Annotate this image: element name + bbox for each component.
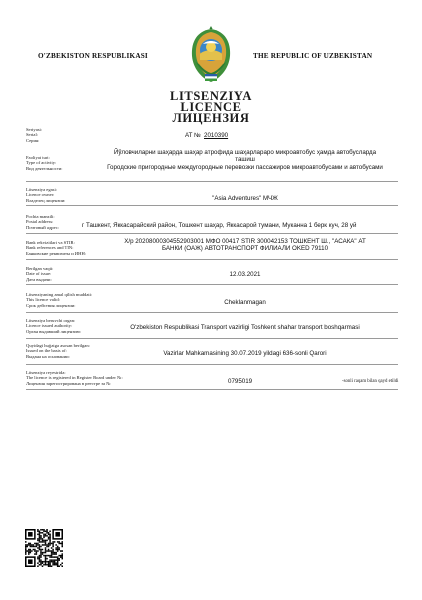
address-labels: Pochta manzili: Postal address: Почтовый адрес: xyxy=(26,214,60,230)
qr-code-icon xyxy=(25,529,63,567)
header-left: O'ZBEKISTON RESPUBLIKASI xyxy=(38,52,148,60)
basis-value: Vazirlar Mahkamasining 30.07.2019 yildagi 636-sonli Qarori xyxy=(163,350,327,357)
register-labels: Litsenziya reyestrida: The licence is registered in Register Board under №: Лицензия зарегистрирована в реестре за № xyxy=(26,370,123,386)
divider xyxy=(26,284,398,285)
serial-prefix: AT № xyxy=(185,132,201,139)
divider xyxy=(26,259,398,260)
licensee-value: "Asia Adventures" МЧЖ xyxy=(212,195,278,202)
state-emblem-icon xyxy=(186,24,236,86)
basis-labels: Quyidagi hujjatga asosan berilgan: Issued on the basis of: Выдана на основании: xyxy=(26,343,90,359)
divider xyxy=(26,312,398,313)
activity-labels: Faoliyat turi: Type of activity: Вид деятельности: xyxy=(26,155,63,171)
divider xyxy=(26,338,398,339)
serial-number: 2010390 xyxy=(204,132,229,139)
title-en: LICENCE xyxy=(180,100,242,114)
header-right: THE REPUBLIC OF UZBEKISTAN xyxy=(253,52,373,60)
address-value: г Ташкент, Яккасарайский район, Тошкент шаҳар, Яккасарой тумани, Муканна 1 берк куч, 28 уй xyxy=(82,222,357,229)
issue-date-labels: Berilgan vaqti: Date of issue: Дата выдачи: xyxy=(26,266,54,282)
divider xyxy=(26,181,398,182)
validity-labels: Litsenziyaning amal qilish muddati: This licence valid: Срок действия лицензии: xyxy=(26,292,93,308)
authority-value: O'zbekiston Respublikasi Transport vazirligi Toshkent shahar transport boshqarmasi xyxy=(130,324,360,331)
register-suffix: -sonli raqam bilan qayd etildi xyxy=(342,379,399,384)
validity-value: Cheklanmagan xyxy=(224,299,266,306)
divider xyxy=(26,205,398,206)
register-number: 0795019 xyxy=(228,378,253,385)
divider xyxy=(26,389,398,390)
bank-labels: Bank rekvizitlari va STIR: Bank references and TIN: Банковские реквизиты и ИНН: xyxy=(26,240,87,256)
bank-value: Х/р 20208000304552903001 МФО 00417 STIR 300042153 ТОШКЕНТ Ш., "АСАКА" АТ БАНКИ (ОАЖ) АВТОТРАНСПОРТ ФИЛИАЛИ OKED 79110 xyxy=(124,238,366,253)
licensee-labels: Litsenziya egasi: Licence owner: Владелец лицензии: xyxy=(26,187,66,203)
divider xyxy=(26,364,398,365)
activity-value: Йўловчиларни шаҳарда шаҳар атрофида шаҳарлараро микроавтобус ҳамда автобусларда ташиш Городские пригородные междугородные перевозки пассажиров микроавтобусами и автобусами xyxy=(107,149,383,171)
divider xyxy=(26,233,398,234)
authority-labels: Litsenziya beruvchi organ: Licence issued authority: Орган выдавший лицензию: xyxy=(26,318,82,334)
issue-date-value: 12.03.2021 xyxy=(229,271,261,278)
serial-labels: Seriyasi: Serial: Серия: xyxy=(26,127,43,143)
title-ru: ЛИЦЕНЗИЯ xyxy=(172,111,250,125)
title-uz: LITSENZIYA xyxy=(170,89,252,103)
